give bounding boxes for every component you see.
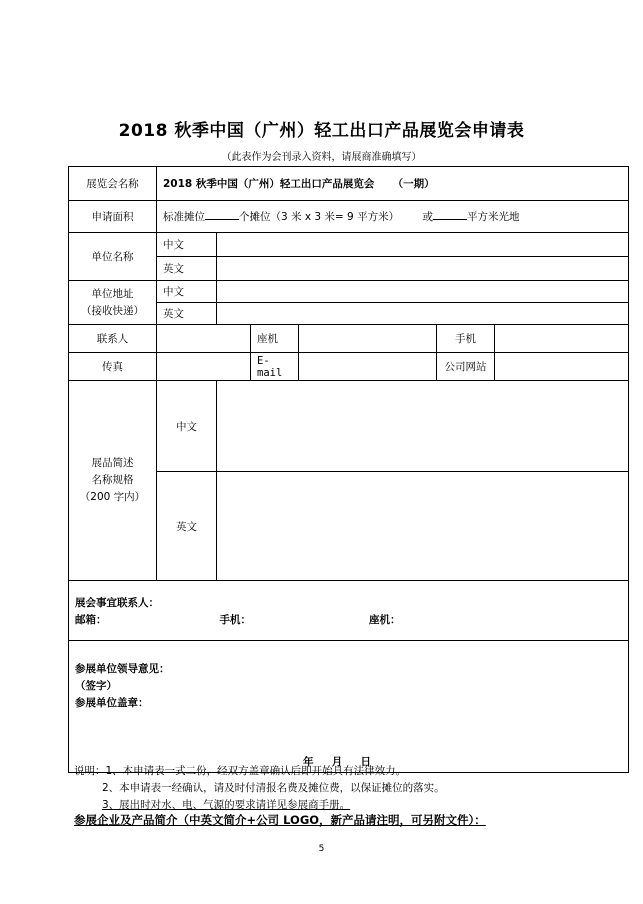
company-introduction-heading: 参展企业及产品简介（中英文简介+公司 LOGO，新产品请注明，可另附文件）：	[74, 813, 486, 827]
contact-input[interactable]	[157, 325, 251, 353]
fax-label: 传真	[69, 353, 157, 381]
exhibition-name-label: 展览会名称	[69, 167, 157, 201]
address-label	[69, 281, 157, 325]
affairs-contact-row	[69, 581, 629, 641]
affairs-mobile-label: 手机：	[219, 614, 251, 626]
company-name-cn-row	[69, 233, 629, 257]
mobile-label: 手机	[437, 325, 495, 353]
products-label-line1: 展品简述	[91, 457, 134, 469]
page-subtitle: （此表作为会刊录入资料，请展商准确填写）	[221, 152, 422, 163]
date-label: 年 月 日	[303, 756, 372, 768]
address-label-line2: （接收快递）	[81, 304, 144, 317]
area-row	[69, 201, 629, 233]
products-cn-row	[69, 381, 629, 472]
website-input[interactable]	[495, 353, 629, 381]
area-standard-label: 标准摊位	[163, 211, 205, 223]
products-cn-input[interactable]	[217, 381, 629, 472]
company-name-cn-input[interactable]	[217, 233, 629, 257]
area-or: 或	[422, 211, 433, 223]
address-cn-row	[69, 281, 629, 303]
page-number: 5	[318, 844, 325, 854]
booth-count-field[interactable]	[205, 218, 239, 220]
page-title: 2018 秋季中国（广州）轻工出口产品展览会申请表	[118, 121, 525, 141]
approval-cell	[69, 641, 629, 773]
affairs-contact-cell	[69, 581, 629, 641]
application-form	[68, 166, 629, 773]
address-en-input[interactable]	[217, 303, 629, 325]
address-en-label: 英文	[157, 303, 217, 325]
signature-label: （签字）	[75, 680, 117, 692]
email-label: E-mail	[251, 353, 299, 381]
raw-space-field[interactable]	[433, 218, 467, 220]
company-name-cn-label: 中文	[157, 233, 217, 257]
products-label	[69, 381, 157, 581]
address-cn-label: 中文	[157, 281, 217, 303]
affairs-email-label: 邮箱：	[75, 614, 107, 626]
exhibition-name-row	[69, 167, 629, 201]
note-1: 说明：1、本申请表一式二份，经双方盖章确认后即开始具有法律效力。	[74, 765, 407, 777]
affairs-contact-details	[75, 612, 622, 629]
fax-input[interactable]	[157, 353, 251, 381]
company-name-label: 单位名称	[69, 233, 157, 281]
products-cn-label: 中文	[157, 381, 217, 472]
area-value	[157, 201, 629, 233]
company-name-en-label: 英文	[157, 257, 217, 281]
approval-row	[69, 641, 629, 773]
area-label: 申请面积	[69, 201, 157, 233]
note-3: 3、展出时对水、电、气源的要求请详见参展商手册。	[102, 799, 351, 811]
products-label-line3: （200 字内）	[79, 491, 146, 503]
affairs-contact-label: 展会事宜联系人：	[75, 597, 159, 609]
website-label: 公司网站	[437, 353, 495, 381]
area-raw-label: 平方米光地	[466, 211, 520, 223]
mobile-input[interactable]	[495, 325, 629, 353]
products-label-line2: 名称规格	[91, 474, 134, 486]
address-label-line1: 单位地址	[91, 287, 134, 300]
affairs-landline-label: 座机：	[369, 614, 401, 626]
landline-label: 座机	[251, 325, 299, 353]
company-name-en-input[interactable]	[217, 257, 629, 281]
contact-label: 联系人	[69, 325, 157, 353]
fax-row	[69, 353, 629, 381]
email-input[interactable]	[299, 353, 437, 381]
exhibition-phase: （一期）	[392, 178, 435, 190]
exhibition-name-value	[157, 167, 629, 201]
seal-label: 参展单位盖章：	[75, 697, 149, 709]
products-en-input[interactable]	[217, 472, 629, 581]
landline-input[interactable]	[299, 325, 437, 353]
area-booth-unit: 个摊位（3 米 x 3 米= 9 平方米）	[239, 211, 400, 223]
address-cn-input[interactable]	[217, 281, 629, 303]
exhibition-name-text: 2018 秋季中国（广州）轻工出口产品展览会	[163, 178, 375, 190]
note-2: 2、本申请表一经确认，请及时付清报名费及摊位费，以保证摊位的落实。	[102, 782, 445, 794]
leader-opinion-label: 参展单位领导意见：	[75, 663, 170, 675]
contact-row	[69, 325, 629, 353]
products-en-label: 英文	[157, 472, 217, 581]
